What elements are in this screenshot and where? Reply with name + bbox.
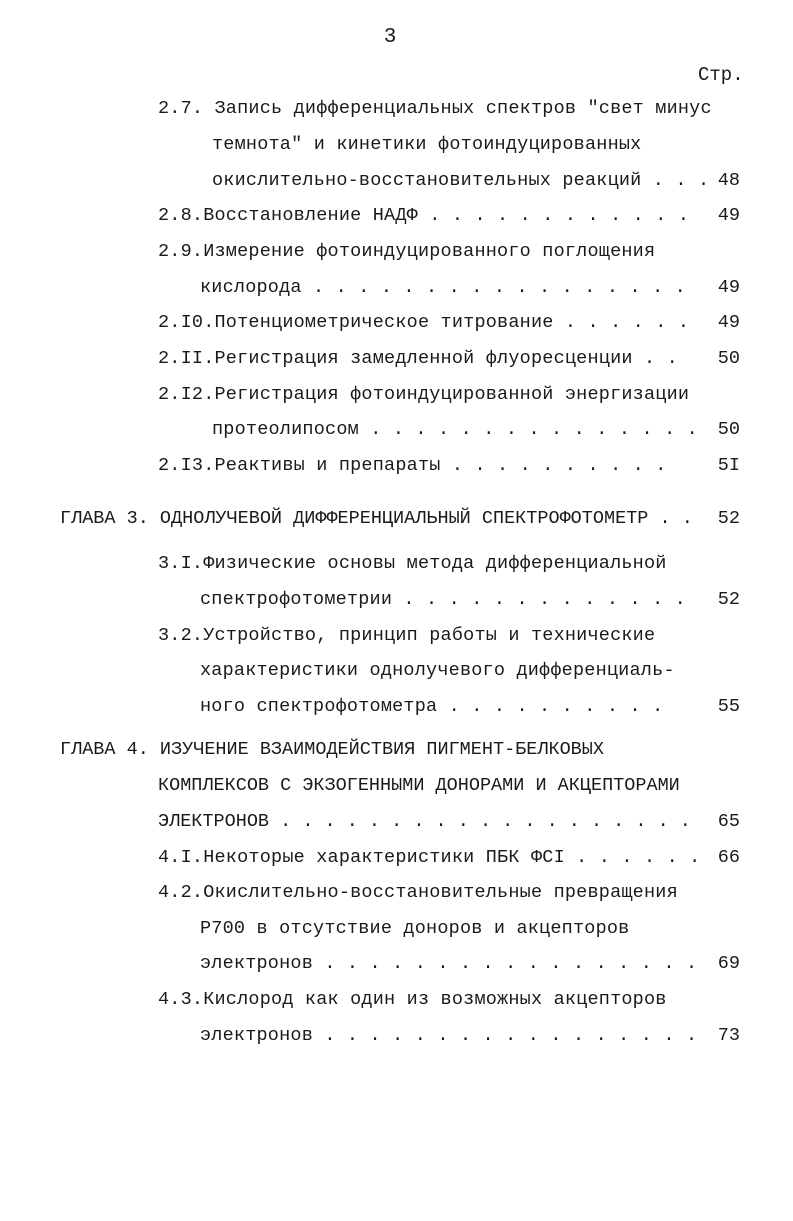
toc-page: 73 [717, 1025, 740, 1046]
toc-line: 2.II.Регистрация замедленной флуоресценции . . [158, 348, 678, 369]
toc-page: 66 [717, 847, 740, 868]
toc-line: ЭЛЕКТРОНОВ . . . . . . . . . . . . . . . . . . . [158, 811, 691, 832]
toc-line: темнота" и кинетики фотоиндуцированных [212, 134, 642, 155]
toc-line: электронов . . . . . . . . . . . . . . . . . [200, 1025, 698, 1046]
toc-line: КОМПЛЕКСОВ С ЭКЗОГЕННЫМИ ДОНОРАМИ И АКЦЕПТОРАМИ [158, 775, 680, 796]
toc-page: 50 [717, 348, 740, 369]
toc-line: 4.2.Окислительно-восстановительные превращения [158, 882, 678, 903]
page-number: 3 [383, 26, 397, 49]
toc-line: 2.9.Измерение фотоиндуцированного поглощения [158, 241, 656, 262]
page-column-header: Стр. [698, 64, 744, 86]
toc-page: 49 [717, 277, 740, 298]
toc-line: ГЛАВА 4. ИЗУЧЕНИЕ ВЗАИМОДЕЙСТВИЯ ПИГМЕНТ-БЕЛКОВЫХ [60, 739, 604, 760]
toc-page: 69 [717, 953, 740, 974]
toc-line: 2.8.Восстановление НАДФ . . . . . . . . . . . . [158, 205, 690, 226]
toc-page: 52 [717, 508, 740, 529]
toc-page: 5I [717, 455, 740, 476]
toc-line: 2.I0.Потенциометрическое титрование . . . . . . [158, 312, 690, 333]
toc-page: 50 [717, 419, 740, 440]
toc-line: ГЛАВА 3. ОДНОЛУЧЕВОЙ ДИФФЕРЕНЦИАЛЬНЫЙ СПЕКТРОФОТОМЕТР . . [60, 508, 693, 529]
toc-line: 3.I.Физические основы метода дифференциальной [158, 553, 667, 574]
toc-line: 4.I.Некоторые характеристики ПБК ФСI . . . . . . [158, 847, 701, 868]
toc-page: 52 [717, 589, 740, 610]
toc-line: окислительно-восстановительных реакций . . . [212, 170, 710, 191]
toc-page: 55 [717, 696, 740, 717]
toc-line: характеристики однолучевого дифференциаль- [200, 660, 675, 681]
toc-line: 2.I3.Реактивы и препараты . . . . . . . . . . [158, 455, 667, 476]
toc-page: 49 [717, 205, 740, 226]
toc-page: 65 [717, 811, 740, 832]
toc-line: кислорода . . . . . . . . . . . . . . . . . [200, 277, 686, 298]
toc-line: ного спектрофотометра . . . . . . . . . . [200, 696, 664, 717]
toc-line: 3.2.Устройство, принцип работы и технические [158, 625, 656, 646]
toc-line: протеолипосом . . . . . . . . . . . . . . . [212, 419, 698, 440]
toc-line: спектрофотометрии . . . . . . . . . . . . . [200, 589, 686, 610]
toc-line: 4.3.Кислород как один из возможных акцепторов [158, 989, 667, 1010]
toc-line: электронов . . . . . . . . . . . . . . . . . [200, 953, 698, 974]
toc-page: 48 [717, 170, 740, 191]
toc-line: 2.I2.Регистрация фотоиндуцированной энергизации [158, 384, 690, 405]
toc-line: Р700 в отсутствие доноров и акцепторов [200, 918, 630, 939]
toc-page: 49 [717, 312, 740, 333]
toc-line: 2.7. Запись дифференциальных спектров "свет минус [158, 98, 712, 119]
